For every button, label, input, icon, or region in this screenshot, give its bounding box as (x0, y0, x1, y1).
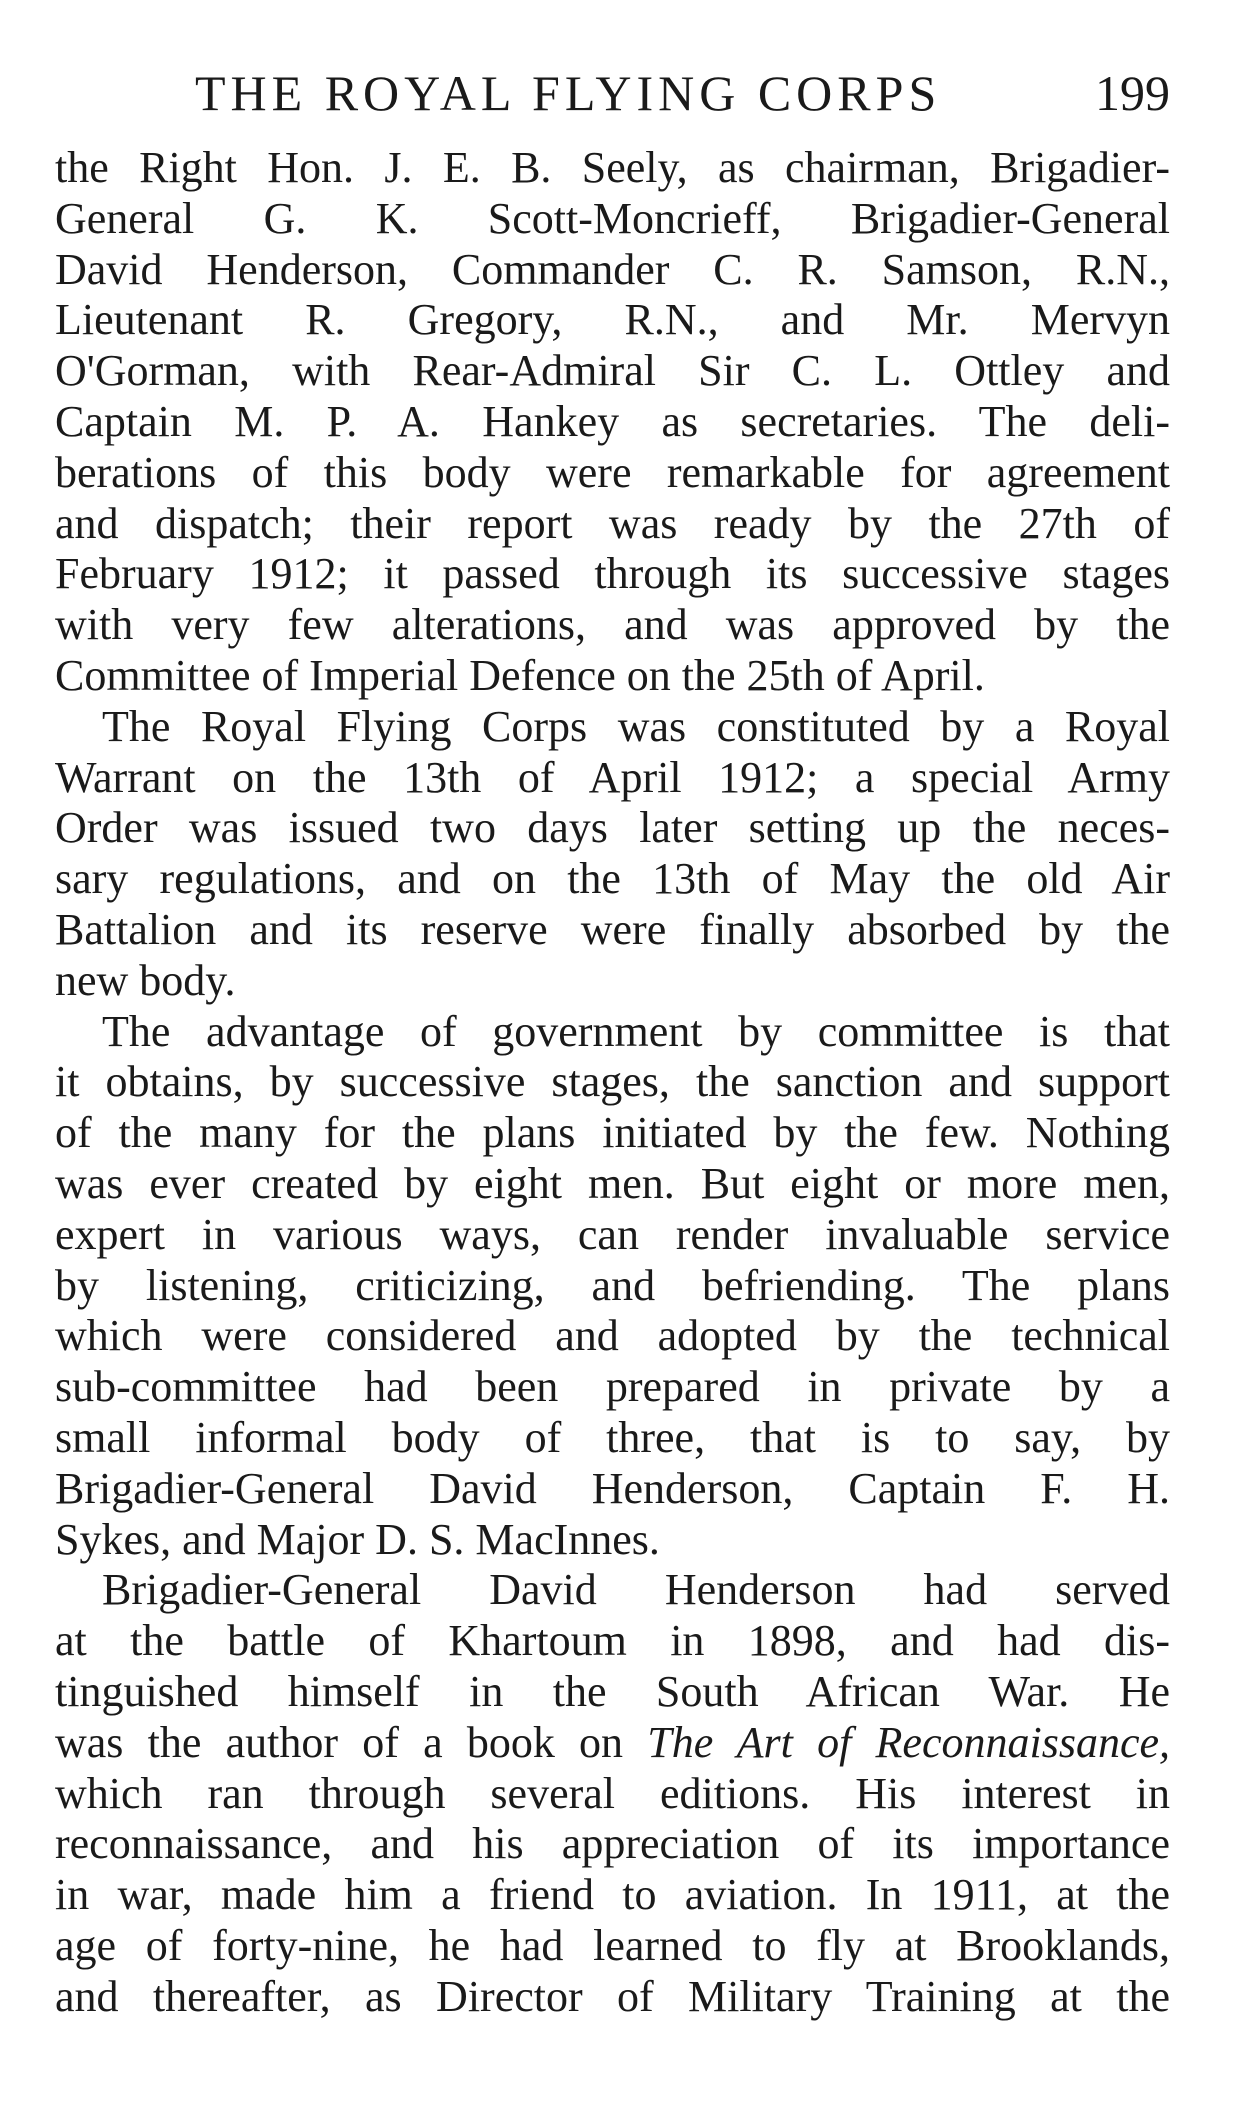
text-line: Order was issued two days later setting up the neces- (55, 803, 1170, 853)
text-line: small informal body of three, that is to say, by (55, 1412, 1170, 1462)
paragraph (55, 1007, 1170, 1566)
text-line: the Right Hon. J. E. B. Seely, as chairman, Brigadier- (55, 143, 1170, 192)
text-line: Captain M. P. A. Hankey as secretaries. The deli- (55, 396, 1170, 446)
text-line: O'Gorman, with Rear-Admiral Sir C. L. Ottley and (55, 346, 1170, 396)
text-line-with-book-title (55, 1718, 1170, 1769)
page-number: 199 (1095, 65, 1170, 121)
text-line: berations of this body were remarkable for agreement (55, 447, 1170, 497)
text-line: The advantage of government by committee is that (102, 1006, 1170, 1056)
paragraph (55, 702, 1170, 1007)
text-line: which were considered and adopted by the technical (55, 1311, 1170, 1361)
text-line: Warrant on the 13th of April 1912; a special Army (55, 752, 1170, 802)
text-line: Lieutenant R. Gregory, R.N., and Mr. Mervyn (55, 295, 1170, 345)
text-line: by listening, criticizing, and befriending. The plans (55, 1260, 1170, 1310)
text-line: David Henderson, Commander C. R. Samson, R.N., (55, 244, 1170, 294)
paragraph (55, 1565, 1170, 2022)
text-line: with very few alterations, and was approved by the (55, 600, 1170, 650)
text-line: of the many for the plans initiated by the few. Nothing (55, 1108, 1170, 1158)
text-line: Committee of Imperial Defence on the 25th of April. (55, 650, 985, 700)
text-line: it obtains, by successive stages, the sanction and support (55, 1057, 1170, 1107)
text-line: The Royal Flying Corps was constituted by a Royal (102, 701, 1170, 751)
text-line: which ran through several editions. His interest in (55, 1768, 1170, 1818)
book-title: The Art of Reconnaissance, (647, 1717, 1170, 1767)
paragraph (55, 143, 1170, 702)
text-line: Brigadier-General David Henderson, Captain F. H. (55, 1463, 1170, 1513)
text-line: tinguished himself in the South African War. He (55, 1666, 1170, 1716)
text-line: February 1912; it passed through its successive stages (55, 549, 1170, 599)
text-line: Battalion and its reserve were finally absorbed by the (55, 904, 1170, 954)
text-line: Sykes, and Major D. S. MacInnes. (55, 1514, 660, 1564)
text-line: in war, made him a friend to aviation. In 1911, at the (55, 1870, 1170, 1920)
text-line: sub-committee had been prepared in private by a (55, 1362, 1170, 1412)
running-head (55, 58, 1170, 128)
running-title: THE ROYAL FLYING CORPS (195, 65, 942, 121)
text-line: reconnaissance, and his appreciation of its importance (55, 1819, 1170, 1869)
text-line: Brigadier-General David Henderson had served (102, 1565, 1170, 1615)
text-line: General G. K. Scott-Moncrieff, Brigadier-General (55, 193, 1170, 243)
text-line: and dispatch; their report was ready by the 27th of (55, 498, 1170, 548)
text-line-prefix: was the author of a book on (55, 1717, 648, 1767)
body-text (55, 143, 1170, 2022)
text-line: new body. (55, 955, 236, 1005)
text-line: expert in various ways, can render invaluable service (55, 1209, 1170, 1259)
text-line: and thereafter, as Director of Military Training at the (55, 1971, 1170, 2021)
text-line: sary regulations, and on the 13th of May the old Air (55, 854, 1170, 904)
text-line: age of forty-nine, he had learned to fly at Brooklands, (55, 1920, 1170, 1970)
text-line: was ever created by eight men. But eight or more men, (55, 1158, 1170, 1208)
text-line: at the battle of Khartoum in 1898, and had dis- (55, 1616, 1170, 1666)
